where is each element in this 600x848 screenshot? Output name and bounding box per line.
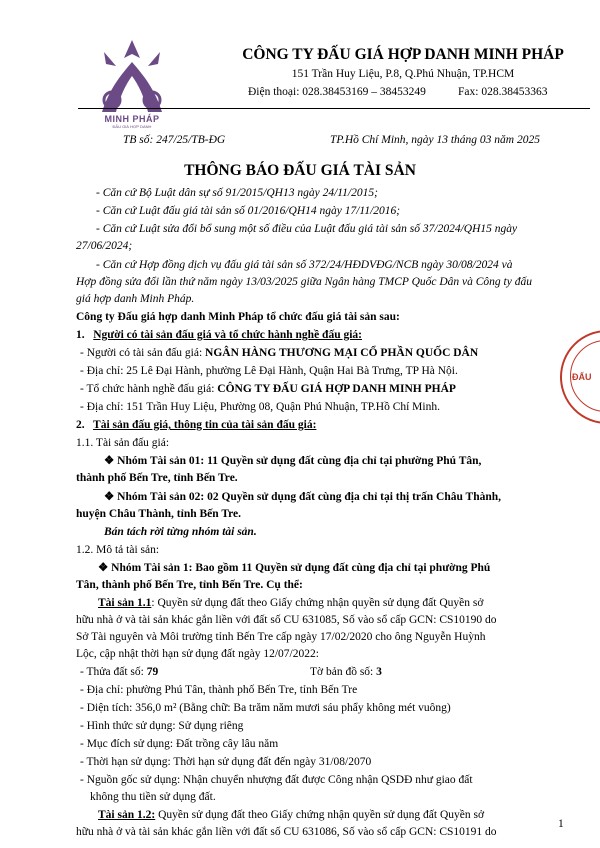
asset-1-1-line-c: Sở Tài nguyên và Môi trường tỉnh Bến Tre cấp ngày 17/02/2020 cho ông Nguyễn Huỳnh (76, 631, 486, 643)
legal-basis-4a: - Căn cứ Hợp đồng dịch vụ đấu giá tài sản số 372/24/HĐDVĐG/NCB ngày 30/08/2024 và (96, 259, 513, 271)
asset-1-1-line-d: Lộc, cập nhật thời hạn sử dụng đất ngày 12/07/2022: (76, 648, 319, 660)
stamp-text: ĐẤU (572, 372, 592, 382)
detail-origin-a: - Nguồn gốc sử dụng: Nhận chuyển nhượng đất được Công nhận QSDĐ như giao đất (80, 774, 473, 786)
group2-line-a: ❖ Nhóm Tài sản 02: 02 Quyền sử dụng đất cùng địa chỉ tại thị trấn Châu Thành, (104, 491, 502, 503)
org-value: CÔNG TY ĐẤU GIÁ HỢP DANH MINH PHÁP (217, 383, 456, 395)
legal-basis-2: - Căn cứ Luật đấu giá tài sản số 01/2016/QH14 ngày 17/11/2016; (96, 205, 401, 217)
section2-heading (76, 418, 316, 432)
company-fax: Fax: 028.38453363 (458, 86, 548, 98)
legal-basis-3b: 27/06/2024; (76, 240, 133, 252)
section1-heading (76, 328, 362, 342)
group1-desc-b: Tân, thành phố Bến Tre, tỉnh Bến Tre. Cụ thể: (76, 579, 303, 591)
group1-line-b: thành phố Bến Tre, tỉnh Bến Tre. (76, 472, 238, 484)
header-divider (78, 108, 590, 109)
asset-1-1-line-b: hữu nhà ở và tài sản khác gắn liền với đất số CU 631085, Số vào sổ cấp GCN: CS10190 do (76, 614, 497, 626)
company-address: 151 Trần Huy Liệu, P.8, Q.Phú Nhuận, TP.HCM (291, 68, 515, 80)
parcel-line (80, 665, 158, 679)
sell-note: Bán tách rời từng nhóm tài sản. (104, 526, 257, 538)
owner-value: NGÂN HÀNG THƯƠNG MẠI CỔ PHẦN QUỐC DÂN (205, 347, 479, 359)
legal-basis-1: - Căn cứ Bộ Luật dân sự số 91/2015/QH13 ngày 24/11/2015; (96, 187, 378, 199)
notice-number: TB số: 247/25/TB-ĐG (123, 134, 226, 146)
section1-number: 1. (76, 329, 85, 341)
subsection-1-1: 1.1. Tài sản đấu giá: (76, 437, 170, 449)
map-value: 3 (376, 666, 382, 678)
group1-desc-a: ❖ Nhóm Tài sản 1: Bao gồm 11 Quyền sử dụng đất cùng địa chỉ tại phường Phú (98, 562, 491, 574)
parcel-value: 79 (146, 666, 159, 678)
place-date: TP.Hồ Chí Minh, ngày 13 tháng 03 năm 2025 (330, 134, 540, 146)
owner-label: - Người có tài sản đấu giá: (80, 347, 206, 359)
asset-1-1-text: : Quyền sử dụng đất theo Giấy chứng nhận quyền sử dụng đất Quyền sở (151, 597, 484, 609)
asset-1-1-line-a (98, 596, 483, 610)
asset-1-1-label: Tài sản 1.1 (98, 597, 152, 609)
map-label: Tờ bản đồ số: (310, 666, 377, 678)
intro-text: Công ty Đấu giá hợp danh Minh Pháp tổ chức đấu giá tài sản sau: (76, 311, 400, 323)
detail-purpose: - Mục đích sử dụng: Đất trồng cây lâu năm (80, 738, 279, 750)
detail-usage-form: - Hình thức sử dụng: Sử dụng riêng (80, 720, 244, 732)
detail-address: - Địa chỉ: phường Phú Tân, thành phố Bến Tre, tỉnh Bến Tre (80, 684, 358, 696)
section2-title: Tài sản đấu giá, thông tin của tài sản đấu giá: (93, 419, 317, 431)
detail-area: - Diện tích: 356,0 m² (Bằng chữ: Ba trăm năm mươi sáu phẩy không mét vuông) (80, 702, 451, 714)
asset-1-2-line-a (98, 808, 484, 822)
section1-title: Người có tài sản đấu giá và tổ chức hành nghề đấu giá: (93, 329, 362, 341)
asset-1-2-label: Tài sản 1.2: (98, 809, 156, 821)
document-title: THÔNG BÁO ĐẤU GIÁ TÀI SẢN (184, 162, 416, 179)
legal-basis-4b: Hợp đồng sửa đổi lần thứ năm ngày 13/03/2025 giữa Ngân hàng TMCP Quốc Dân và Công ty đấu (76, 276, 532, 288)
org-label: - Tổ chức hành nghề đấu giá: (80, 383, 218, 395)
org-address: - Địa chỉ: 151 Trần Huy Liệu, Phường 08, Quận Phú Nhuận, TP.Hồ Chí Minh. (80, 401, 440, 413)
org-line (80, 382, 456, 396)
company-name: CÔNG TY ĐẤU GIÁ HỢP DANH MINH PHÁP (242, 46, 564, 63)
group1-line-a: ❖ Nhóm Tài sản 01: 11 Quyền sử dụng đất cùng địa chỉ tại phường Phú Tân, (104, 455, 482, 467)
group2-line-b: huyện Châu Thành, tỉnh Bến Tre. (76, 508, 242, 520)
asset-1-2-text: Quyền sử dụng đất theo Giấy chứng nhận quyền sử dụng đất Quyền sở (155, 809, 485, 821)
page-number: 1 (558, 818, 564, 830)
subsection-1-2: 1.2. Mô tả tài sản: (76, 544, 160, 556)
detail-term: - Thời hạn sử dụng: Thời hạn sử dụng đất đến ngày 31/08/2070 (80, 756, 372, 768)
detail-origin-b: không thu tiền sử dụng đất. (90, 791, 216, 803)
company-phone: Điện thoại: 028.38453169 – 38453249 (248, 86, 426, 98)
parcel-label: - Thửa đất số: (80, 666, 147, 678)
owner-address: - Địa chỉ: 25 Lê Đại Hành, phường Lê Đại Hành, Quận Hai Bà Trưng, TP Hà Nội. (80, 365, 458, 377)
owner-line (80, 346, 478, 360)
legal-basis-4c: giá hợp danh Minh Pháp. (76, 293, 195, 305)
logo-text: MINH PHÁP (104, 114, 160, 124)
logo-subtext: ĐẤU GIÁ HỢP DANH (112, 124, 152, 129)
company-logo-icon (82, 36, 182, 122)
asset-1-2-line-b: hữu nhà ở và tài sản khác gắn liền với đất số CU 631086, Số vào sổ cấp GCN: CS10191 do (76, 826, 497, 838)
map-line (310, 665, 382, 679)
legal-basis-3a: - Căn cứ Luật sửa đổi bổ sung một số điều của Luật đấu giá tài sản số 37/2024/QH15 ngày (96, 223, 518, 235)
section2-number: 2. (76, 419, 85, 431)
